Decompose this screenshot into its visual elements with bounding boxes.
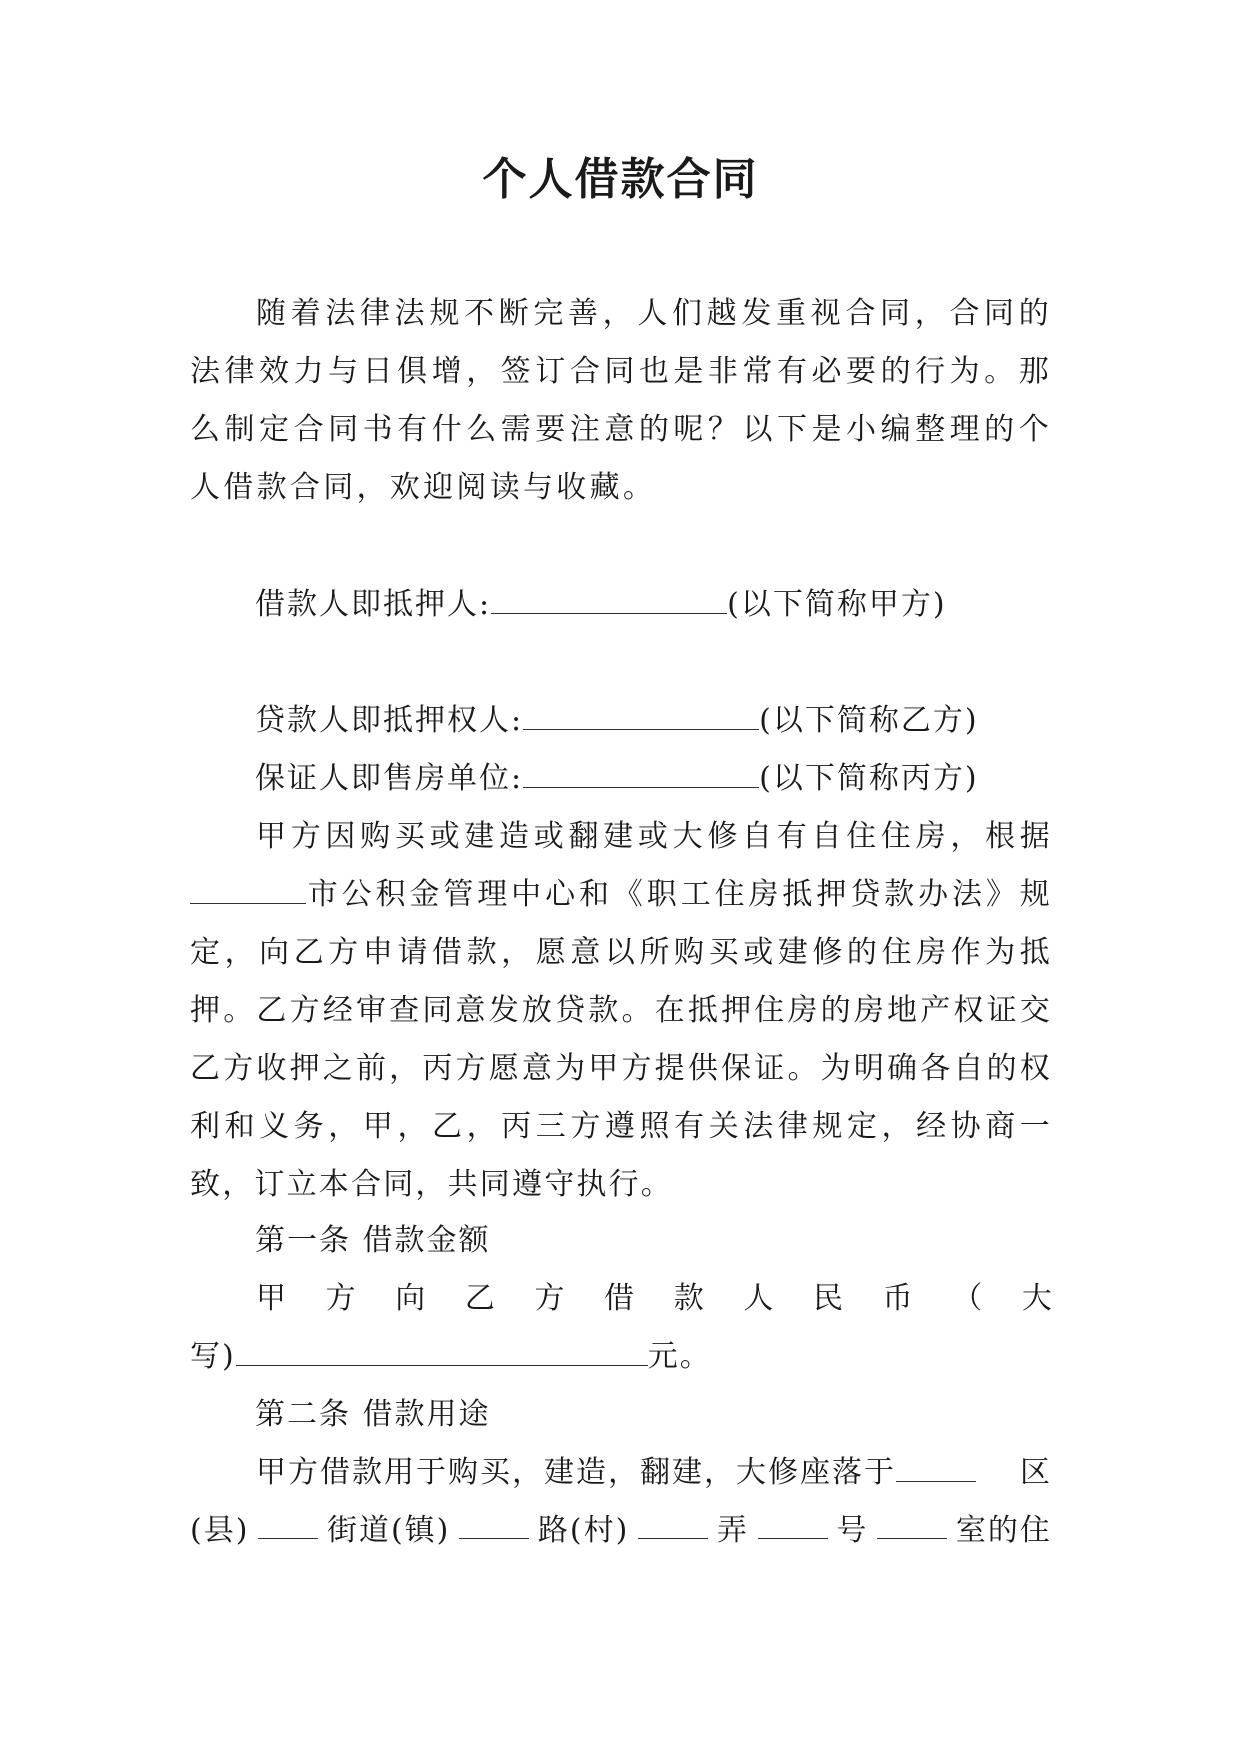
char: 方	[325, 1281, 356, 1316]
district-label: 区	[1020, 1455, 1052, 1490]
district-blank	[896, 1445, 976, 1482]
number-blank	[877, 1502, 947, 1539]
intro-section	[190, 285, 1052, 517]
article-2-body	[190, 1444, 1052, 1560]
main-paragraph-start: 甲方因购买或建造或翻建或大修自有自住住房，根据	[256, 819, 1052, 854]
guarantor-blank	[523, 751, 759, 788]
lender-suffix: (以下简称乙方)	[759, 703, 979, 738]
guarantor-suffix: (以下简称丙方)	[759, 761, 979, 796]
guarantor-label: 保证人即售房单位:	[255, 761, 524, 796]
amount-suffix: 元。	[647, 1339, 712, 1374]
number-label: 号	[836, 1513, 869, 1548]
main-paragraph	[190, 808, 1052, 1214]
purpose-text: 甲方借款用于购买，建造，翻建，大修座落于	[256, 1455, 896, 1490]
lender-line	[255, 692, 979, 750]
lender-label: 贷款人即抵押权人:	[255, 703, 524, 738]
lane-blank	[758, 1502, 828, 1539]
main-section	[190, 808, 1052, 1214]
borrower-blank	[491, 577, 727, 614]
char: （	[952, 1281, 983, 1316]
article-2-line-1	[190, 1444, 1052, 1502]
county-label: (县)	[190, 1513, 250, 1548]
char: 款	[673, 1281, 704, 1316]
char: 人	[743, 1281, 774, 1316]
road-label: 路(村)	[537, 1513, 630, 1548]
city-blank	[190, 867, 306, 904]
char: 借	[604, 1281, 635, 1316]
street-label: 街道(镇)	[326, 1513, 451, 1548]
road-blank	[638, 1502, 708, 1539]
borrower-label: 借款人即抵押人:	[255, 587, 492, 622]
main-paragraph-rest: 市公积金管理中心和《职工住房抵押贷款办法》规定，向乙方申请借款，愿意以所购买或建修的住房作为抵押。乙方经审查同意发放贷款。在抵押住房的房地产权证交乙方收押之前，丙方愿意为甲方提供保证。为明确各自的权利和义务，甲，乙，丙三方遵照有关法律规定，经协商一致，订立本合同，共同遵守执行。	[190, 877, 1052, 1202]
article-1-line-1	[190, 1270, 1052, 1328]
char: 方	[534, 1281, 565, 1316]
lender-blank	[523, 693, 759, 730]
article-2-heading: 第二条 借款用途	[255, 1397, 491, 1432]
county-blank	[258, 1502, 318, 1539]
char: 币	[882, 1281, 913, 1316]
article-2-line-2	[190, 1502, 1052, 1560]
article-1-heading: 第一条 借款金额	[255, 1223, 491, 1258]
char: 乙	[464, 1281, 495, 1316]
char: 向	[395, 1281, 426, 1316]
borrower-line	[255, 576, 947, 634]
borrower-suffix: (以下简称甲方)	[727, 587, 947, 622]
amount-blank	[236, 1329, 648, 1366]
document-title: 个人借款合同	[482, 154, 759, 205]
article-1-body	[190, 1270, 1052, 1386]
char: 甲	[256, 1281, 286, 1316]
char: 民	[813, 1281, 843, 1316]
intro-paragraph: 随着法律法规不断完善，人们越发重视合同，合同的法律效力与日俱增，签订合同也是非常有必要的行为。那么制定合同书有什么需要注意的呢？以下是小编整理的个人借款合同，欢迎阅读与收藏。	[190, 296, 1052, 505]
char: 大	[1021, 1281, 1052, 1316]
guarantor-line	[255, 750, 979, 808]
article-1-line-2	[190, 1328, 1052, 1386]
street-blank	[459, 1502, 529, 1539]
lane-label: 弄	[716, 1513, 749, 1548]
room-label: 室的住	[955, 1513, 1052, 1548]
amount-prefix: 写)	[190, 1339, 236, 1374]
